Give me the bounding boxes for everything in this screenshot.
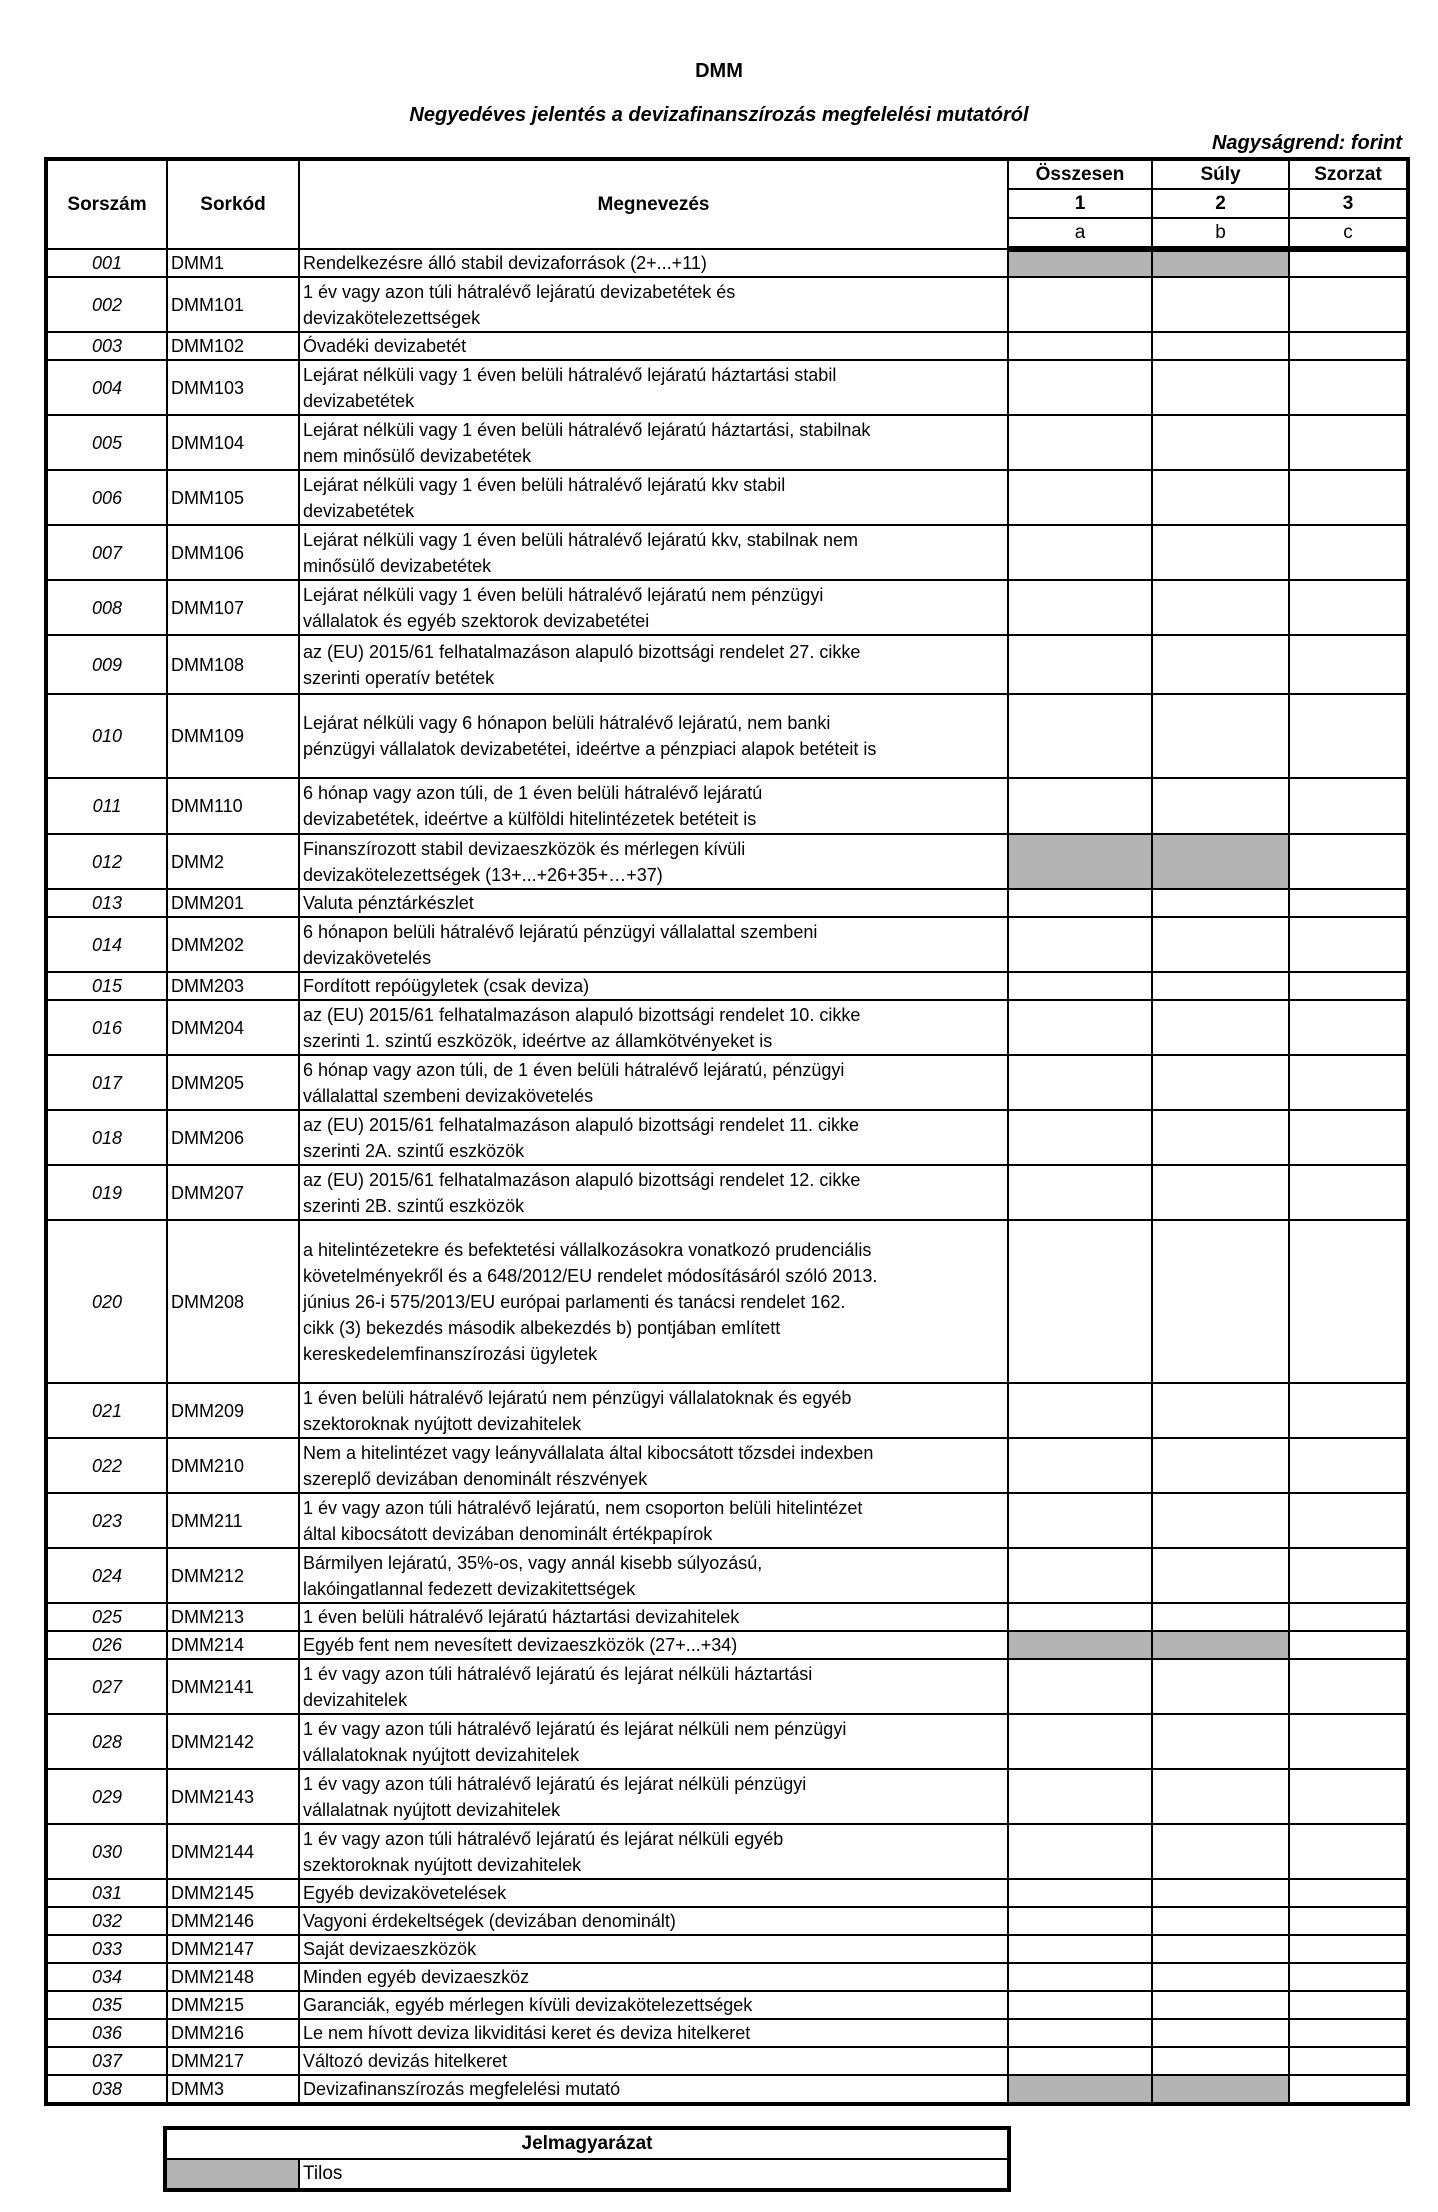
table-row <box>46 1935 1408 1963</box>
row-description: Óvadéki devizabetét <box>299 332 1008 360</box>
row-code: DMM203 <box>167 972 299 1000</box>
value-cell-szorzat[interactable] <box>1289 1383 1408 1438</box>
table-row <box>46 778 1408 834</box>
value-cell-suly[interactable] <box>1152 1110 1289 1165</box>
row-description: Egyéb devizakövetelések <box>299 1879 1008 1907</box>
value-cell-szorzat[interactable] <box>1289 332 1408 360</box>
row-number: 021 <box>46 1383 167 1438</box>
row-code: DMM106 <box>167 525 299 580</box>
value-cell-szorzat[interactable] <box>1289 917 1408 972</box>
row-description: 1 év vagy azon túli hátralévő lejáratú devizabetétek és devizakötelezettségek <box>299 277 1008 332</box>
row-number: 005 <box>46 415 167 470</box>
value-cell-osszesen[interactable] <box>1008 277 1152 332</box>
value-cell-suly[interactable] <box>1152 1383 1289 1438</box>
header-col-letter: c <box>1289 218 1408 249</box>
row-code: DMM107 <box>167 580 299 635</box>
table-row <box>46 1879 1408 1907</box>
table-row <box>46 1991 1408 2019</box>
row-description: Lejárat nélküli vagy 1 éven belüli hátralévő lejáratú háztartási, stabilnak nem minősülő devizabetétek <box>299 415 1008 470</box>
table-row <box>46 1631 1408 1659</box>
value-cell-szorzat[interactable] <box>1289 1935 1408 1963</box>
row-number: 002 <box>46 277 167 332</box>
row-code: DMM206 <box>167 1110 299 1165</box>
row-description: Garanciák, egyéb mérlegen kívüli devizakötelezettségek <box>299 1991 1008 2019</box>
row-code: DMM210 <box>167 1438 299 1493</box>
value-cell-osszesen[interactable] <box>1008 360 1152 415</box>
row-code: DMM101 <box>167 277 299 332</box>
row-number: 001 <box>46 249 167 277</box>
row-code: DMM3 <box>167 2075 299 2104</box>
row-description: 6 hónapon belüli hátralévő lejáratú pénzügyi vállalattal szembeni devizakövetelés <box>299 917 1008 972</box>
value-cell-osszesen <box>1008 2075 1152 2104</box>
row-description: 1 év vagy azon túli hátralévő lejáratú és lejárat nélküli pénzügyi vállalatnak nyújtott devizahitelek <box>299 1769 1008 1824</box>
table-row <box>46 972 1408 1000</box>
value-cell-osszesen[interactable] <box>1008 1383 1152 1438</box>
value-cell-suly[interactable] <box>1152 2047 1289 2075</box>
value-cell-szorzat[interactable] <box>1289 1631 1408 1659</box>
legend-title: Jelmagyarázat <box>165 2128 1009 2159</box>
header-col-letter: a <box>1008 218 1152 249</box>
row-code: DMM216 <box>167 2019 299 2047</box>
row-code: DMM105 <box>167 470 299 525</box>
row-description: Változó devizás hitelkeret <box>299 2047 1008 2075</box>
table-row <box>46 635 1408 694</box>
header-col-number: 3 <box>1289 189 1408 218</box>
row-description: 1 év vagy azon túli hátralévő lejáratú és lejárat nélküli egyéb szektoroknak nyújtott devizahitelek <box>299 1824 1008 1879</box>
table-row <box>46 1963 1408 1991</box>
value-cell-osszesen[interactable] <box>1008 1714 1152 1769</box>
value-cell-suly[interactable] <box>1152 1438 1289 1493</box>
row-number: 011 <box>46 778 167 834</box>
value-cell-suly[interactable] <box>1152 972 1289 1000</box>
value-cell-osszesen[interactable] <box>1008 1548 1152 1603</box>
row-description: Le nem hívott deviza likviditási keret és deviza hitelkeret <box>299 2019 1008 2047</box>
row-description: Nem a hitelintézet vagy leányvállalata által kibocsátott tőzsdei indexben szereplő devizában denominált részvények <box>299 1438 1008 1493</box>
value-cell-osszesen[interactable] <box>1008 1110 1152 1165</box>
value-cell-suly[interactable] <box>1152 1220 1289 1383</box>
row-description: Lejárat nélküli vagy 1 éven belüli hátralévő lejáratú kkv stabil devizabetétek <box>299 470 1008 525</box>
value-cell-suly[interactable] <box>1152 1055 1289 1110</box>
value-cell-suly[interactable] <box>1152 277 1289 332</box>
value-cell-suly[interactable] <box>1152 1879 1289 1907</box>
value-cell-szorzat[interactable] <box>1289 1963 1408 1991</box>
row-code: DMM211 <box>167 1493 299 1548</box>
row-number: 010 <box>46 694 167 778</box>
row-description: Lejárat nélküli vagy 6 hónapon belüli hátralévő lejáratú, nem banki pénzügyi vállalatok devizabetétei, ideértve a pénzpiaci alapok betéteit is <box>299 694 1008 778</box>
value-cell-szorzat[interactable] <box>1289 1824 1408 1879</box>
header-col-letter: b <box>1152 218 1289 249</box>
row-number: 016 <box>46 1000 167 1055</box>
table-row <box>46 834 1408 889</box>
value-cell-suly[interactable] <box>1152 889 1289 917</box>
table-row <box>46 580 1408 635</box>
value-cell-szorzat[interactable] <box>1289 249 1408 277</box>
value-cell-osszesen <box>1008 249 1152 277</box>
row-code: DMM110 <box>167 778 299 834</box>
table-row <box>46 1110 1408 1165</box>
row-description: 1 év vagy azon túli hátralévő lejáratú és lejárat nélküli nem pénzügyi vállalatoknak nyújtott devizahitelek <box>299 1714 1008 1769</box>
row-code: DMM2146 <box>167 1907 299 1935</box>
header-osszesen: Összesen <box>1008 159 1152 189</box>
row-code: DMM212 <box>167 1548 299 1603</box>
row-code: DMM2142 <box>167 1714 299 1769</box>
row-number: 024 <box>46 1548 167 1603</box>
value-cell-suly[interactable] <box>1152 2019 1289 2047</box>
header-szorzat: Szorzat <box>1289 159 1408 189</box>
value-cell-osszesen[interactable] <box>1008 1935 1152 1963</box>
row-code: DMM202 <box>167 917 299 972</box>
value-cell-suly[interactable] <box>1152 415 1289 470</box>
value-cell-osszesen[interactable] <box>1008 1220 1152 1383</box>
row-code: DMM2148 <box>167 1963 299 1991</box>
value-cell-suly[interactable] <box>1152 1000 1289 1055</box>
row-description: Minden egyéb devizaeszköz <box>299 1963 1008 1991</box>
header-suly: Súly <box>1152 159 1289 189</box>
row-code: DMM217 <box>167 2047 299 2075</box>
value-cell-szorzat[interactable] <box>1289 1991 1408 2019</box>
row-description: Lejárat nélküli vagy 1 éven belüli hátralévő lejáratú nem pénzügyi vállalatok és egyéb szektorok devizabetétei <box>299 580 1008 635</box>
table-row <box>46 360 1408 415</box>
value-cell-suly[interactable] <box>1152 635 1289 694</box>
value-cell-suly <box>1152 2075 1289 2104</box>
legend-table <box>163 2126 1011 2192</box>
table-row <box>46 889 1408 917</box>
row-number: 030 <box>46 1824 167 1879</box>
value-cell-osszesen[interactable] <box>1008 635 1152 694</box>
table-row <box>46 249 1408 277</box>
table-row <box>46 2075 1408 2104</box>
row-description: az (EU) 2015/61 felhatalmazáson alapuló bizottsági rendelet 10. cikke szerinti 1. szintű eszközök, ideértve az államkötvényeket is <box>299 1000 1008 1055</box>
value-cell-osszesen[interactable] <box>1008 525 1152 580</box>
row-number: 023 <box>46 1493 167 1548</box>
value-cell-szorzat[interactable] <box>1289 1879 1408 1907</box>
row-description: Saját devizaeszközök <box>299 1935 1008 1963</box>
row-code: DMM102 <box>167 332 299 360</box>
row-code: DMM214 <box>167 1631 299 1659</box>
value-cell-osszesen[interactable] <box>1008 972 1152 1000</box>
row-number: 034 <box>46 1963 167 1991</box>
value-cell-szorzat[interactable] <box>1289 1659 1408 1714</box>
value-cell-szorzat[interactable] <box>1289 889 1408 917</box>
table-row <box>46 525 1408 580</box>
header-col-number: 1 <box>1008 189 1152 218</box>
table-row <box>46 2019 1408 2047</box>
value-cell-osszesen[interactable] <box>1008 889 1152 917</box>
row-code: DMM215 <box>167 1991 299 2019</box>
value-cell-szorzat[interactable] <box>1289 1603 1408 1631</box>
header-sorkod: Sorkód <box>167 159 299 249</box>
value-cell-suly[interactable] <box>1152 360 1289 415</box>
table-row <box>46 1220 1408 1383</box>
row-number: 031 <box>46 1879 167 1907</box>
table-row <box>46 1438 1408 1493</box>
value-cell-suly[interactable] <box>1152 1907 1289 1935</box>
value-cell-suly <box>1152 249 1289 277</box>
value-cell-osszesen[interactable] <box>1008 415 1152 470</box>
row-description: Rendelkezésre álló stabil devizaforrások (2+...+11) <box>299 249 1008 277</box>
value-cell-szorzat[interactable] <box>1289 277 1408 332</box>
value-cell-szorzat[interactable] <box>1289 972 1408 1000</box>
table-row <box>46 1493 1408 1548</box>
value-cell-suly[interactable] <box>1152 1603 1289 1631</box>
table-row <box>46 1659 1408 1714</box>
value-cell-osszesen[interactable] <box>1008 580 1152 635</box>
value-cell-osszesen[interactable] <box>1008 1438 1152 1493</box>
header-sorszam: Sorszám <box>46 159 167 249</box>
row-description: 1 év vagy azon túli hátralévő lejáratú és lejárat nélküli háztartási devizahitelek <box>299 1659 1008 1714</box>
row-number: 025 <box>46 1603 167 1631</box>
value-cell-osszesen[interactable] <box>1008 1907 1152 1935</box>
table-row <box>46 1907 1408 1935</box>
value-cell-suly[interactable] <box>1152 470 1289 525</box>
table-row <box>46 1383 1408 1438</box>
row-code: DMM2143 <box>167 1769 299 1824</box>
row-number: 035 <box>46 1991 167 2019</box>
value-cell-suly[interactable] <box>1152 917 1289 972</box>
row-description: Finanszírozott stabil devizaeszközök és mérlegen kívüli devizakötelezettségek (13+...+26+35+…+37) <box>299 834 1008 889</box>
value-cell-szorzat[interactable] <box>1289 1438 1408 1493</box>
row-number: 015 <box>46 972 167 1000</box>
value-cell-szorzat[interactable] <box>1289 1493 1408 1548</box>
value-cell-szorzat[interactable] <box>1289 1055 1408 1110</box>
value-cell-suly[interactable] <box>1152 525 1289 580</box>
value-cell-szorzat[interactable] <box>1289 1907 1408 1935</box>
value-cell-szorzat[interactable] <box>1289 694 1408 778</box>
value-cell-suly[interactable] <box>1152 1935 1289 1963</box>
row-number: 022 <box>46 1438 167 1493</box>
value-cell-osszesen[interactable] <box>1008 1165 1152 1220</box>
value-cell-szorzat[interactable] <box>1289 778 1408 834</box>
row-description: Egyéb fent nem nevesített devizaeszközök (27+...+34) <box>299 1631 1008 1659</box>
value-cell-szorzat[interactable] <box>1289 2047 1408 2075</box>
value-cell-szorzat[interactable] <box>1289 2075 1408 2104</box>
row-description: Valuta pénztárkészlet <box>299 889 1008 917</box>
table-row <box>46 1824 1408 1879</box>
value-cell-szorzat[interactable] <box>1289 2019 1408 2047</box>
row-code: DMM2147 <box>167 1935 299 1963</box>
unit-label: Nagyságrend: forint <box>1211 132 1402 154</box>
row-code: DMM2 <box>167 834 299 889</box>
row-number: 013 <box>46 889 167 917</box>
value-cell-szorzat[interactable] <box>1289 834 1408 889</box>
value-cell-osszesen[interactable] <box>1008 1991 1152 2019</box>
value-cell-suly[interactable] <box>1152 1963 1289 1991</box>
value-cell-osszesen[interactable] <box>1008 1879 1152 1907</box>
value-cell-osszesen[interactable] <box>1008 470 1152 525</box>
row-number: 019 <box>46 1165 167 1220</box>
value-cell-osszesen[interactable] <box>1008 1603 1152 1631</box>
row-code: DMM209 <box>167 1383 299 1438</box>
value-cell-suly <box>1152 834 1289 889</box>
report-subtitle: Negyedéves jelentés a devizafinanszírozás megfelelési mutatóról <box>409 104 1029 126</box>
row-description: az (EU) 2015/61 felhatalmazáson alapuló bizottsági rendelet 11. cikke szerinti 2A. szintű eszközök <box>299 1110 1008 1165</box>
row-code: DMM208 <box>167 1220 299 1383</box>
value-cell-osszesen[interactable] <box>1008 1493 1152 1548</box>
row-description: Lejárat nélküli vagy 1 éven belüli hátralévő lejáratú kkv, stabilnak nem minősülő devizabetétek <box>299 525 1008 580</box>
row-number: 029 <box>46 1769 167 1824</box>
value-cell-szorzat[interactable] <box>1289 580 1408 635</box>
table-row <box>46 1000 1408 1055</box>
value-cell-szorzat[interactable] <box>1289 525 1408 580</box>
row-description: Lejárat nélküli vagy 1 éven belüli hátralévő lejáratú háztartási stabil devizabetétek <box>299 360 1008 415</box>
value-cell-osszesen[interactable] <box>1008 1824 1152 1879</box>
value-cell-osszesen[interactable] <box>1008 332 1152 360</box>
table-row <box>46 332 1408 360</box>
row-number: 026 <box>46 1631 167 1659</box>
row-number: 028 <box>46 1714 167 1769</box>
row-code: DMM104 <box>167 415 299 470</box>
row-number: 036 <box>46 2019 167 2047</box>
value-cell-szorzat[interactable] <box>1289 635 1408 694</box>
value-cell-suly[interactable] <box>1152 1769 1289 1824</box>
row-description: 1 éven belüli hátralévő lejáratú nem pénzügyi vállalatoknak és egyéb szektoroknak nyújtott devizahitelek <box>299 1383 1008 1438</box>
value-cell-osszesen[interactable] <box>1008 1055 1152 1110</box>
row-code: DMM109 <box>167 694 299 778</box>
row-code: DMM2141 <box>167 1659 299 1714</box>
row-code: DMM204 <box>167 1000 299 1055</box>
row-description: az (EU) 2015/61 felhatalmazáson alapuló bizottsági rendelet 27. cikke szerinti operatív betétek <box>299 635 1008 694</box>
row-number: 004 <box>46 360 167 415</box>
value-cell-osszesen[interactable] <box>1008 778 1152 834</box>
legend-gray-swatch <box>165 2159 299 2190</box>
value-cell-osszesen[interactable] <box>1008 694 1152 778</box>
value-cell-osszesen <box>1008 1631 1152 1659</box>
report-content <box>44 157 1414 2212</box>
legend-label-forbidden: Tilos <box>299 2159 1009 2190</box>
header-megnevezes: Megnevezés <box>299 159 1008 249</box>
table-row <box>46 1714 1408 1769</box>
row-number: 038 <box>46 2075 167 2104</box>
value-cell-suly[interactable] <box>1152 1493 1289 1548</box>
table-row <box>46 1603 1408 1631</box>
row-number: 007 <box>46 525 167 580</box>
table-row <box>46 1165 1408 1220</box>
row-number: 003 <box>46 332 167 360</box>
table-row <box>46 1055 1408 1110</box>
value-cell-szorzat[interactable] <box>1289 415 1408 470</box>
value-cell-osszesen[interactable] <box>1008 1000 1152 1055</box>
table-row <box>46 917 1408 972</box>
row-number: 006 <box>46 470 167 525</box>
row-description: az (EU) 2015/61 felhatalmazáson alapuló bizottsági rendelet 12. cikke szerinti 2B. szintű eszközök <box>299 1165 1008 1220</box>
value-cell-suly <box>1152 1631 1289 1659</box>
row-code: DMM1 <box>167 249 299 277</box>
row-number: 008 <box>46 580 167 635</box>
value-cell-szorzat[interactable] <box>1289 1220 1408 1383</box>
report-code-title: DMM <box>695 60 743 82</box>
value-cell-osszesen[interactable] <box>1008 1963 1152 1991</box>
value-cell-suly[interactable] <box>1152 694 1289 778</box>
value-cell-suly[interactable] <box>1152 580 1289 635</box>
value-cell-szorzat[interactable] <box>1289 1769 1408 1824</box>
row-description: 1 éven belüli hátralévő lejáratú háztartási devizahitelek <box>299 1603 1008 1631</box>
value-cell-suly[interactable] <box>1152 332 1289 360</box>
table-row <box>46 694 1408 778</box>
row-number: 012 <box>46 834 167 889</box>
row-number: 018 <box>46 1110 167 1165</box>
row-code: DMM205 <box>167 1055 299 1110</box>
table-row <box>46 1769 1408 1824</box>
row-description: 6 hónap vagy azon túli, de 1 éven belüli hátralévő lejáratú devizabetétek, ideértve a külföldi hitelintézetek betéteit is <box>299 778 1008 834</box>
value-cell-szorzat[interactable] <box>1289 1714 1408 1769</box>
row-description: a hitelintézetekre és befektetési vállalkozásokra vonatkozó prudenciális követelményekről és a 648/2012/EU rendelet módosításáról szóló 2013. június 26-i 575/2013/EU európai parlamenti és tanácsi rendelet 162. cikk (3) bekezdés második albekezdés b) pontjában említett kereskedelemfinanszírozási ügyletek <box>299 1220 1008 1383</box>
value-cell-szorzat[interactable] <box>1289 1548 1408 1603</box>
row-description: Bármilyen lejáratú, 35%-os, vagy annál kisebb súlyozású, lakóingatlannal fedezett devizakitettségek <box>299 1548 1008 1603</box>
value-cell-osszesen[interactable] <box>1008 1659 1152 1714</box>
header-col-number: 2 <box>1152 189 1289 218</box>
row-description: 6 hónap vagy azon túli, de 1 éven belüli hátralévő lejáratú, pénzügyi vállalattal szembeni devizakövetelés <box>299 1055 1008 1110</box>
row-number: 014 <box>46 917 167 972</box>
row-code: DMM213 <box>167 1603 299 1631</box>
value-cell-szorzat[interactable] <box>1289 1110 1408 1165</box>
table-body <box>46 249 1408 2104</box>
table-row <box>46 415 1408 470</box>
row-code: DMM108 <box>167 635 299 694</box>
value-cell-suly[interactable] <box>1152 1714 1289 1769</box>
value-cell-szorzat[interactable] <box>1289 1000 1408 1055</box>
row-code: DMM207 <box>167 1165 299 1220</box>
value-cell-osszesen <box>1008 834 1152 889</box>
value-cell-osszesen[interactable] <box>1008 917 1152 972</box>
value-cell-suly[interactable] <box>1152 1548 1289 1603</box>
value-cell-suly[interactable] <box>1152 1991 1289 2019</box>
row-number: 017 <box>46 1055 167 1110</box>
value-cell-osszesen[interactable] <box>1008 1769 1152 1824</box>
row-number: 027 <box>46 1659 167 1714</box>
row-description: 1 év vagy azon túli hátralévő lejáratú, nem csoporton belüli hitelintézet által kibocsátott devizában denominált értékpapírok <box>299 1493 1008 1548</box>
value-cell-szorzat[interactable] <box>1289 360 1408 415</box>
row-number: 020 <box>46 1220 167 1383</box>
row-number: 032 <box>46 1907 167 1935</box>
row-number: 033 <box>46 1935 167 1963</box>
row-description: Devizafinanszírozás megfelelési mutató <box>299 2075 1008 2104</box>
report-table <box>44 157 1410 2106</box>
row-code: DMM2144 <box>167 1824 299 1879</box>
row-description: Fordított repóügyletek (csak deviza) <box>299 972 1008 1000</box>
value-cell-suly[interactable] <box>1152 778 1289 834</box>
value-cell-szorzat[interactable] <box>1289 470 1408 525</box>
row-number: 009 <box>46 635 167 694</box>
row-number: 037 <box>46 2047 167 2075</box>
table-row <box>46 1548 1408 1603</box>
table-row <box>46 277 1408 332</box>
row-code: DMM201 <box>167 889 299 917</box>
table-row <box>46 2047 1408 2075</box>
value-cell-suly[interactable] <box>1152 1824 1289 1879</box>
value-cell-osszesen[interactable] <box>1008 2019 1152 2047</box>
value-cell-suly[interactable] <box>1152 1165 1289 1220</box>
row-code: DMM103 <box>167 360 299 415</box>
row-description: Vagyoni érdekeltségek (devizában denominált) <box>299 1907 1008 1935</box>
row-code: DMM2145 <box>167 1879 299 1907</box>
value-cell-suly[interactable] <box>1152 1659 1289 1714</box>
value-cell-szorzat[interactable] <box>1289 1165 1408 1220</box>
value-cell-osszesen[interactable] <box>1008 2047 1152 2075</box>
table-row <box>46 470 1408 525</box>
